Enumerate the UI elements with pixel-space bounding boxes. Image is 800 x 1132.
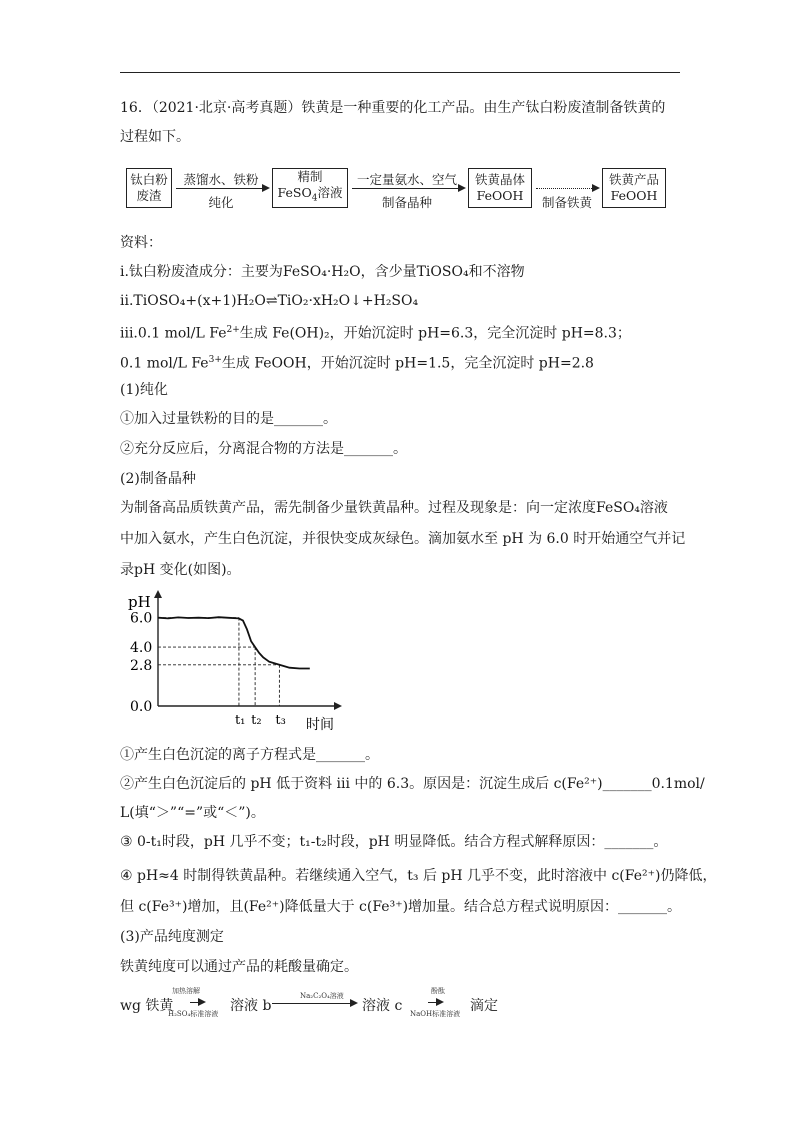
- info-heading: 资料：: [120, 235, 162, 251]
- flow-box-product-line1: 铁黄产品: [608, 172, 659, 187]
- info-item-i: i.钛白粉废渣成分：主要为FeSO₄·H₂O，含少量TiOSO₄和不溶物: [120, 264, 525, 280]
- info-item-iii-b: 0.1 mol/L $Fe^{3+}$生成 FeOOH，开始沉淀时 pH=1.5，完全沉淀时 pH=2.8: [120, 355, 594, 372]
- ph-time-chart: [120, 588, 350, 738]
- flow-arrow-2: [352, 188, 464, 189]
- flow-box-crystal: [468, 168, 532, 208]
- part2-heading: (2)制备晶种: [120, 471, 196, 487]
- titration-arrow-2: [272, 1003, 356, 1004]
- part3-heading: (3)产品纯度测定: [120, 929, 224, 945]
- part2-question4-line2: 但 c(Fe³⁺)增加，且(Fe²⁺)降低量大于 c(Fe³⁺)增加量。结合总方程式说明原因：_______。: [120, 899, 682, 915]
- flow-box-crystal-line2: FeOOH: [476, 188, 524, 203]
- titration-arrow2-top: Na₂C₂O₄溶液: [300, 992, 344, 1000]
- part2-question2-line1: ②产生白色沉淀后的 pH 低于资料 iii 中的 6.3。原因是：沉淀生成后 c(Fe²⁺)_______0.1mol/: [120, 776, 705, 792]
- part1-question2: ②充分反应后，分离混合物的方法是_______。: [120, 441, 407, 457]
- flow-box-feso4-tail: 溶液: [317, 185, 343, 201]
- part2-question4-line1: ④ pH≈4 时制得铁黄晶种。若继续通入空气，t₃ 后 pH 几乎不变，此时溶液中 c(Fe²⁺)仍降低，: [120, 868, 717, 884]
- x-tick-label-2: t₃: [275, 713, 286, 728]
- flow-arrow-1: [176, 188, 268, 189]
- ph-curve: [158, 617, 310, 668]
- flow-box-feso4-formula: FeSO: [277, 185, 312, 201]
- titration-sample: wg 铁黄: [120, 998, 174, 1014]
- titration-end: 滴定: [470, 998, 498, 1014]
- part2-paragraph-line3: 录pH 变化(如图)。: [120, 562, 241, 578]
- flow-arrow-3: [536, 188, 598, 189]
- x-tick-label-1: t₂: [251, 713, 262, 728]
- flow-arrow3-bottom-label: 制备铁黄: [541, 195, 592, 210]
- flow-arrow1-bottom-label: 纯化: [208, 195, 234, 210]
- part2-question1: ①产生白色沉淀的离子方程式是_______。: [120, 747, 379, 763]
- flow-box-waste: [126, 168, 172, 208]
- y-axis-arrowhead: [154, 590, 162, 598]
- titration-arrow-1: [190, 1002, 204, 1003]
- part2-question2-line2: L(填“＞”“=”或“＜”)。: [120, 805, 265, 821]
- flow-box-crystal-line1: 铁黄晶体: [474, 172, 525, 187]
- titration-arrow3-bottom: NaOH标准溶液: [410, 1010, 461, 1018]
- question-intro-line1: 16．（2021·北京·高考真题）铁黄是一种重要的化工产品。由生产钛白粉废渣制备铁黄的: [120, 100, 666, 116]
- part2-question3: ③ 0-t₁时段，pH 几乎不变；t₁-t₂时段，pH 明显降低。结合方程式解释原因：_______。: [120, 834, 668, 850]
- question-intro-line2: 过程如下。: [120, 129, 190, 145]
- titration-solution-c: 溶液 c: [362, 998, 403, 1014]
- info-item-iii-a: iii.0.1 mol/L $Fe^{2+}$生成 Fe(OH)₂，开始沉淀时 pH=6.3，完全沉淀时 pH=8.3；: [120, 325, 631, 342]
- flow-arrow2-top-label: 一定量氨水、空气: [356, 172, 457, 187]
- titration-arrow-3: [428, 1002, 442, 1003]
- titration-arrow3-top: 酚酞: [431, 987, 445, 995]
- y-tick-label-2: 2.8: [130, 657, 153, 674]
- y-axis-label: pH: [128, 593, 151, 611]
- flow-box-product-line2: FeOOH: [610, 188, 658, 203]
- flow-box-waste-line1: 钛白粉: [130, 172, 168, 187]
- flow-box-feso4-line1: 精制: [297, 169, 323, 185]
- flow-box-feso4: [272, 168, 348, 208]
- part1-question1: ①加入过量铁粉的目的是_______。: [120, 411, 337, 427]
- flow-box-feso4-sub: 4: [311, 193, 318, 204]
- info-item-ii: ii.TiOSO₄+(x+1)H₂O⇌TiO₂·xH₂O↓+H₂SO₄: [120, 293, 419, 309]
- x-tick-label-0: t₁: [234, 713, 246, 728]
- flow-arrow2-bottom-label: 制备晶种: [381, 195, 432, 210]
- y-tick-label-1: 4.0: [130, 640, 153, 657]
- titration-arrow1-top: 加热溶解: [172, 987, 200, 995]
- part2-paragraph-line1: 为制备高品质铁黄产品，需先制备少量铁黄晶种。过程及现象是：向一定浓度FeSO₄溶液: [120, 500, 668, 516]
- part3-paragraph: 铁黄纯度可以通过产品的耗酸量确定。: [120, 959, 358, 975]
- part1-heading: (1)纯化: [120, 382, 168, 398]
- flow-box-waste-line2: 废渣: [136, 188, 162, 203]
- titration-arrow1-bottom: H₂SO₄标准溶液: [168, 1010, 219, 1018]
- flow-box-product: [602, 168, 666, 208]
- flow-arrow1-top-label: 蒸馏水、铁粉: [183, 172, 259, 187]
- part2-paragraph-line2: 中加入氨水，产生白色沉淀，并很快变成灰绿色。滴加氨水至 pH 为 6.0 时开始通空气并记: [120, 531, 686, 547]
- y-tick-label-0: 6.0: [130, 610, 153, 627]
- top-rule: [120, 72, 680, 73]
- titration-solution-b: 溶液 b: [230, 998, 272, 1014]
- x-axis-arrowhead: [334, 702, 342, 710]
- y-tick-label-3: 0.0: [130, 699, 153, 715]
- x-axis-label: 时间: [306, 717, 334, 733]
